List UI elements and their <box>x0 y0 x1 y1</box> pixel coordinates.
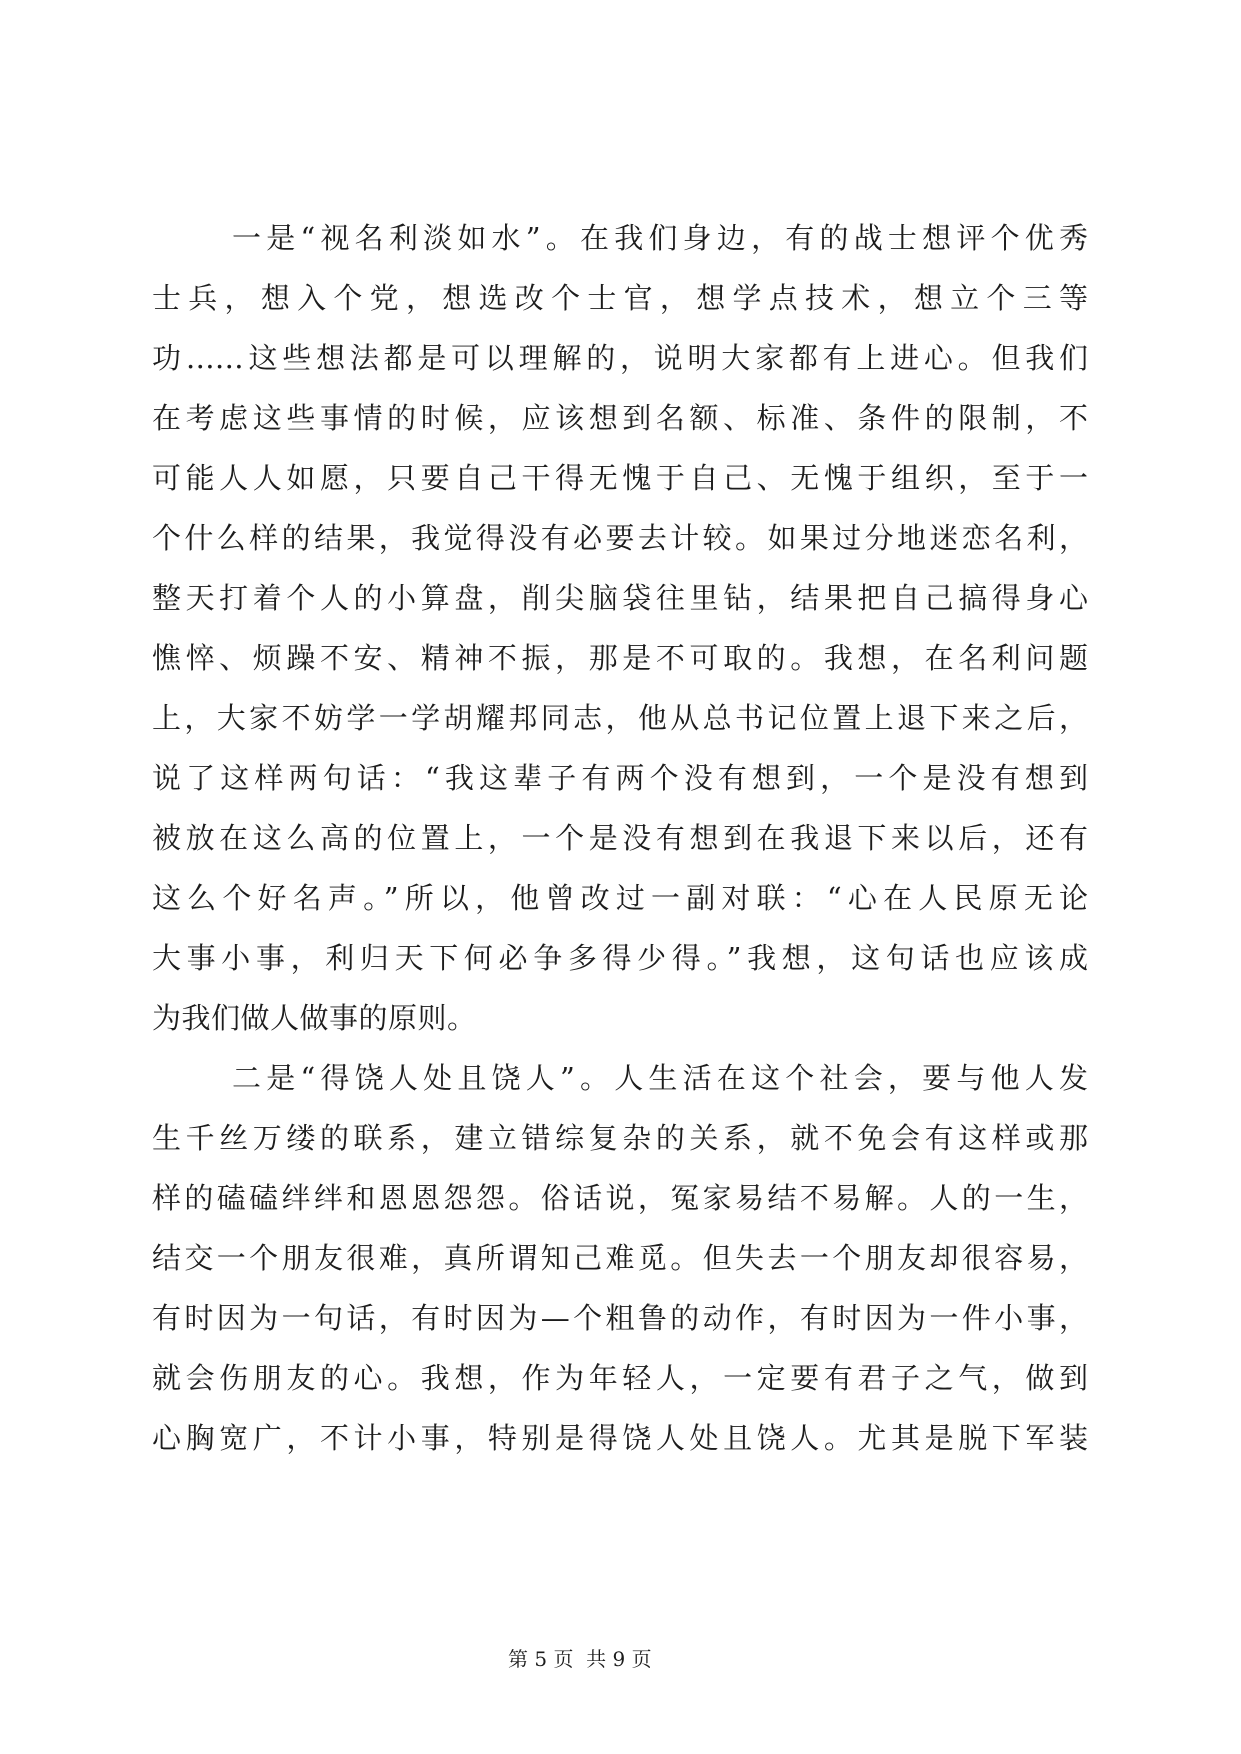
text-line: 整天打着个人的小算盘，削尖脑袋往里钻，结果把自己搞得身心 <box>152 581 1088 615</box>
text-line: 就会伤朋友的心。我想，作为年轻人，一定要有君子之气，做到 <box>152 1361 1088 1395</box>
text-line: 功……这些想法都是可以理解的，说明大家都有上进心。但我们 <box>152 341 1088 375</box>
text-line: 为我们做人做事的原则。 <box>152 1001 477 1035</box>
text-line: 士兵，想入个党，想选改个士官，想学点技术，想立个三等 <box>152 281 1088 315</box>
text-line: 憔悴、烦躁不安、精神不振，那是不可取的。我想，在名利问题 <box>152 641 1088 675</box>
text-line: 结交一个朋友很难，真所谓知己难觅。但失去一个朋友却很容易， <box>152 1241 1088 1275</box>
text-line: 在考虑这些事情的时候，应该想到名额、标准、条件的限制，不 <box>152 401 1088 435</box>
text-line: 一是“视名利淡如水”。在我们身边，有的战士想评个优秀 <box>232 221 1088 255</box>
text-line: 个什么样的结果，我觉得没有必要去计较。如果过分地迷恋名利， <box>152 521 1088 555</box>
text-line: 生千丝万缕的联系，建立错综复杂的关系，就不免会有这样或那 <box>152 1121 1088 1155</box>
text-line: 这么个好名声。”所以，他曾改过一副对联：“心在人民原无论 <box>152 881 1088 915</box>
text-line: 可能人人如愿，只要自己干得无愧于自己、无愧于组织，至于一 <box>152 461 1088 495</box>
text-line: 二是“得饶人处且饶人”。人生活在这个社会，要与他人发 <box>232 1061 1088 1095</box>
paragraph-1 <box>152 208 1088 1048</box>
text-line: 心胸宽广，不计小事，特别是得饶人处且饶人。尤其是脱下军装 <box>152 1421 1088 1455</box>
text-line: 上，大家不妨学一学胡耀邦同志，他从总书记位置上退下来之后， <box>152 701 1088 735</box>
text-line: 大事小事，利归天下何必争多得少得。”我想，这句话也应该成 <box>152 941 1088 975</box>
page-footer: 第 5 页 共 9 页 <box>508 1647 652 1671</box>
paragraph-2 <box>152 1048 1088 1468</box>
text-line: 样的磕磕绊绊和恩恩怨怨。俗话说，冤家易结不易解。人的一生， <box>152 1181 1088 1215</box>
text-line: 说了这样两句话：“我这辈子有两个没有想到，一个是没有想到 <box>152 761 1088 795</box>
text-line: 有时因为一句话，有时因为—个粗鲁的动作，有时因为一件小事， <box>152 1301 1088 1335</box>
text-line: 被放在这么高的位置上，一个是没有想到在我退下来以后，还有 <box>152 821 1088 855</box>
body-text <box>152 208 1088 1468</box>
